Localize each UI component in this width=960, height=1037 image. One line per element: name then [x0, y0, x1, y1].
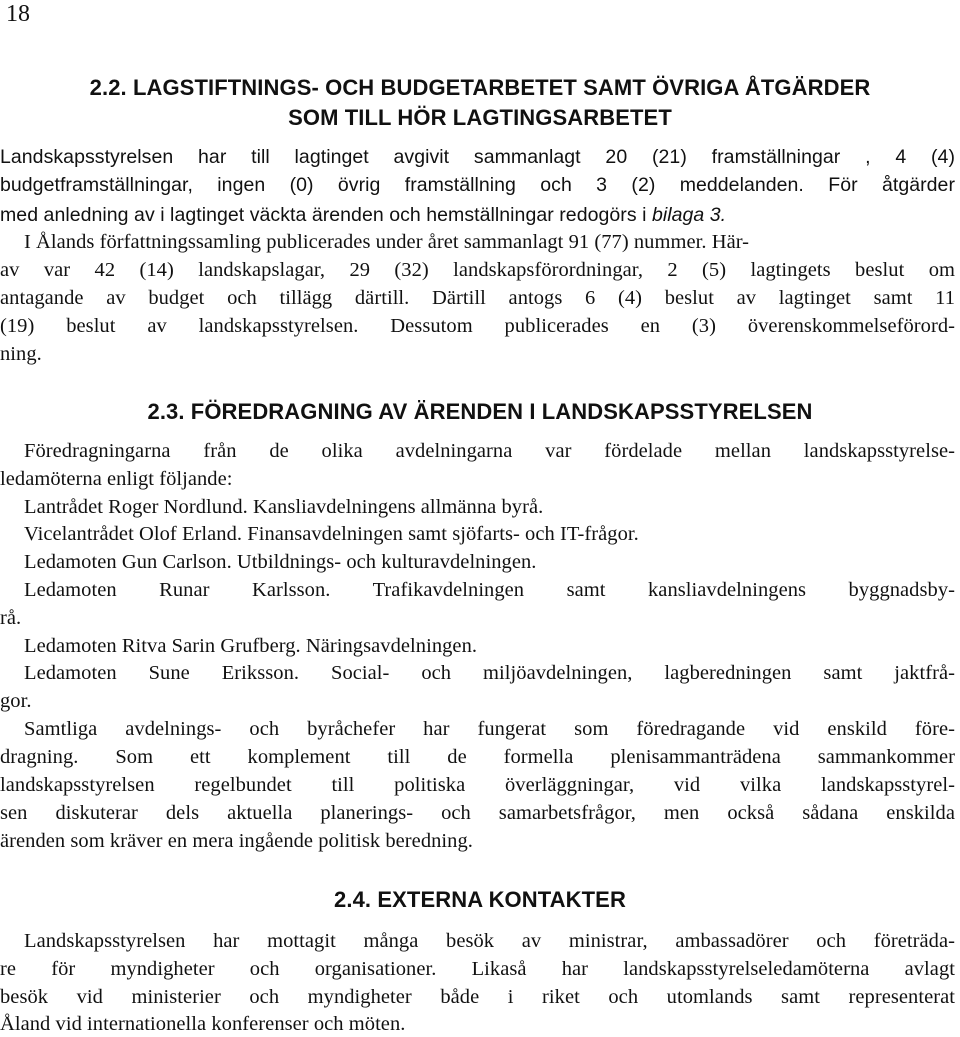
paragraph-line [0, 202, 726, 228]
list-item-continued: gor. [0, 690, 32, 712]
list-item: Ledamoten Ritva Sarin Grufberg. Näringsavdelningen. [24, 635, 478, 657]
paragraph-line: ledamöterna enligt följande: [0, 468, 233, 490]
paragraph-line: Landskapsstyrelsen har till lagtinget avgivit sammanlagt 20 (21) framställningar , 4 (4) [0, 146, 955, 168]
paragraph-line: dragning. Som ett komplement till de formella plenisammanträdena sammankommer [0, 746, 955, 768]
section-heading-2-4: 2.4. EXTERNA KONTAKTER [334, 887, 626, 912]
paragraph-text: med anledning av i lagtinget väckta ärenden och hemställningar redogörs i [0, 204, 647, 226]
list-item: Ledamoten Runar Karlsson. Trafikavdelningen samt kansliavdelningens byggnadsby- [24, 579, 955, 601]
paragraph-line: budgetframställningar, ingen (0) övrig framställning och 3 (2) meddelanden. För åtgärder [0, 174, 955, 196]
paragraph-line: landskapsstyrelsen regelbundet till politiska överläggningar, vid vilka landskapsstyrel- [0, 774, 955, 796]
list-item: Lantrådet Roger Nordlund. Kansliavdelningens allmänna byrå. [24, 496, 544, 518]
list-item-continued: rå. [0, 607, 22, 629]
paragraph-line: antagande av budget och tillägg därtill. Därtill antogs 6 (4) beslut av lagtinget samt 11 [0, 287, 955, 309]
heading-line: SOM TILL HÖR LAGTINGSARBETET [288, 105, 672, 130]
section-heading-2-3: 2.3. FÖREDRAGNING AV ÄRENDEN I LANDSKAPSSTYRELSEN [147, 399, 813, 424]
list-item: Ledamoten Sune Eriksson. Social- och miljöavdelningen, lagberedningen samt jaktfrå- [24, 662, 955, 684]
list-item: Ledamoten Gun Carlson. Utbildnings- och kulturavdelningen. [24, 551, 537, 573]
section-heading-2-2 [0, 73, 960, 133]
paragraph-line: Föredragningarna från de olika avdelningarna var fördelade mellan landskapsstyrelse- [24, 440, 955, 462]
paragraph-line: ärenden som kräver en mera ingående politisk beredning. [0, 830, 473, 852]
paragraph-line: av var 42 (14) landskapslagar, 29 (32) landskapsförordningar, 2 (5) lagtingets beslut om [0, 259, 955, 281]
heading-line: 2.2. LAGSTIFTNINGS- OCH BUDGETARBETET SAMT ÖVRIGA ÅTGÄRDER [89, 75, 871, 100]
paragraph-line: ning. [0, 343, 42, 365]
paragraph-line: Åland vid internationella konferenser och möten. [0, 1013, 406, 1035]
paragraph-line: Samtliga avdelnings- och byråchefer har fungerat som föredragande vid enskild före- [24, 718, 955, 740]
paragraph-line: (19) beslut av landskapsstyrelsen. Dessutom publicerades en (3) överenskommelseförord- [0, 315, 955, 337]
paragraph-line: besök vid ministerier och myndigheter både i riket och utomlands samt representerat [0, 986, 955, 1008]
paragraph-line: Landskapsstyrelsen har mottagit många besök av ministrar, ambassadörer och företräda- [24, 930, 955, 952]
paragraph-line: re för myndigheter och organisationer. Likaså har landskapsstyrelseledamöterna avlagt [0, 958, 955, 980]
paragraph-line: sen diskuterar dels aktuella planerings- och samarbetsfrågor, men också sådana enskilda [0, 802, 955, 824]
list-item: Vicelantrådet Olof Erland. Finansavdelningen samt sjöfarts- och IT-frågor. [24, 523, 639, 545]
paragraph-line: I Ålands författningssamling publicerades under året sammanlagt 91 (77) nummer. Här- [24, 231, 750, 253]
bilaga-reference: bilaga 3. [651, 204, 727, 226]
page-number: 18 [6, 1, 30, 27]
